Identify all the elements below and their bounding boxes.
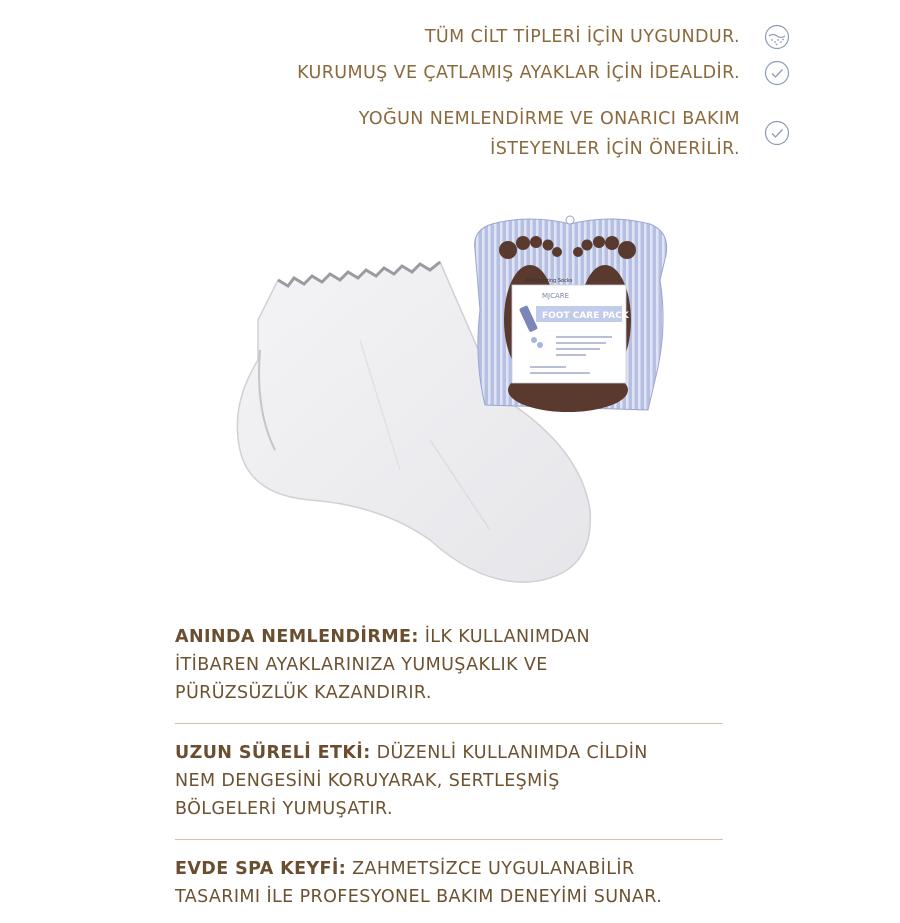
package-title: FOOT CARE PACK	[542, 311, 629, 321]
divider	[175, 839, 723, 840]
benefit-item	[175, 620, 725, 719]
product-illustration	[230, 210, 670, 600]
feature-item	[297, 58, 740, 88]
package-subtitle: Moisturizing Socks	[526, 278, 573, 284]
package-image	[475, 216, 667, 412]
benefit-title: EVDE SPA KEYFİ:	[175, 859, 347, 879]
benefit-text: ZAHMETSİZCE UYGULANABİLİR	[352, 859, 635, 879]
benefit-text: TASARIMI İLE PROFESYONEL BAKIM DENEYİMİ SUNAR.	[175, 887, 663, 907]
check-circle-icon	[764, 120, 790, 146]
feature-text: KURUMUŞ VE ÇATLAMIŞ AYAKLAR İÇİN İDEALDİR.	[297, 63, 740, 83]
product-image	[230, 210, 670, 600]
benefit-text: DÜZENLİ KULLANIMDA CİLDİN	[376, 743, 648, 763]
package-brand: MJCARE	[542, 292, 570, 300]
feature-list	[297, 22, 740, 164]
divider	[175, 723, 723, 724]
check-circle-icon	[764, 60, 790, 86]
feature-item	[297, 104, 740, 164]
feature-item	[297, 22, 740, 52]
skin-texture-icon	[764, 24, 790, 50]
benefit-title: ANINDA NEMLENDİRME:	[175, 627, 419, 647]
benefit-list	[175, 620, 725, 923]
feature-text-line: YOĞUN NEMLENDİRME VE ONARICI BAKIM	[358, 109, 740, 129]
benefit-title: UZUN SÜRELİ ETKİ:	[175, 743, 371, 763]
benefit-text: İLK KULLANIMDAN	[424, 627, 590, 647]
feature-text: TÜM CİLT TİPLERİ İÇİN UYGUNDUR.	[424, 27, 740, 47]
benefit-item	[175, 852, 725, 923]
feature-text-line: İSTEYENLER İÇİN ÖNERİLİR.	[490, 139, 740, 159]
benefit-text: İTİBAREN AYAKLARINIZA YUMUŞAKLIK VE	[175, 655, 548, 675]
benefit-text: BÖLGELERİ YUMUŞATIR.	[175, 799, 393, 819]
benefit-text: NEM DENGESİNİ KORUYARAK, SERTLEŞMİŞ	[175, 771, 560, 791]
benefit-text: PÜRÜZSÜZLÜK KAZANDIRIR.	[175, 683, 432, 703]
benefit-item	[175, 736, 725, 835]
